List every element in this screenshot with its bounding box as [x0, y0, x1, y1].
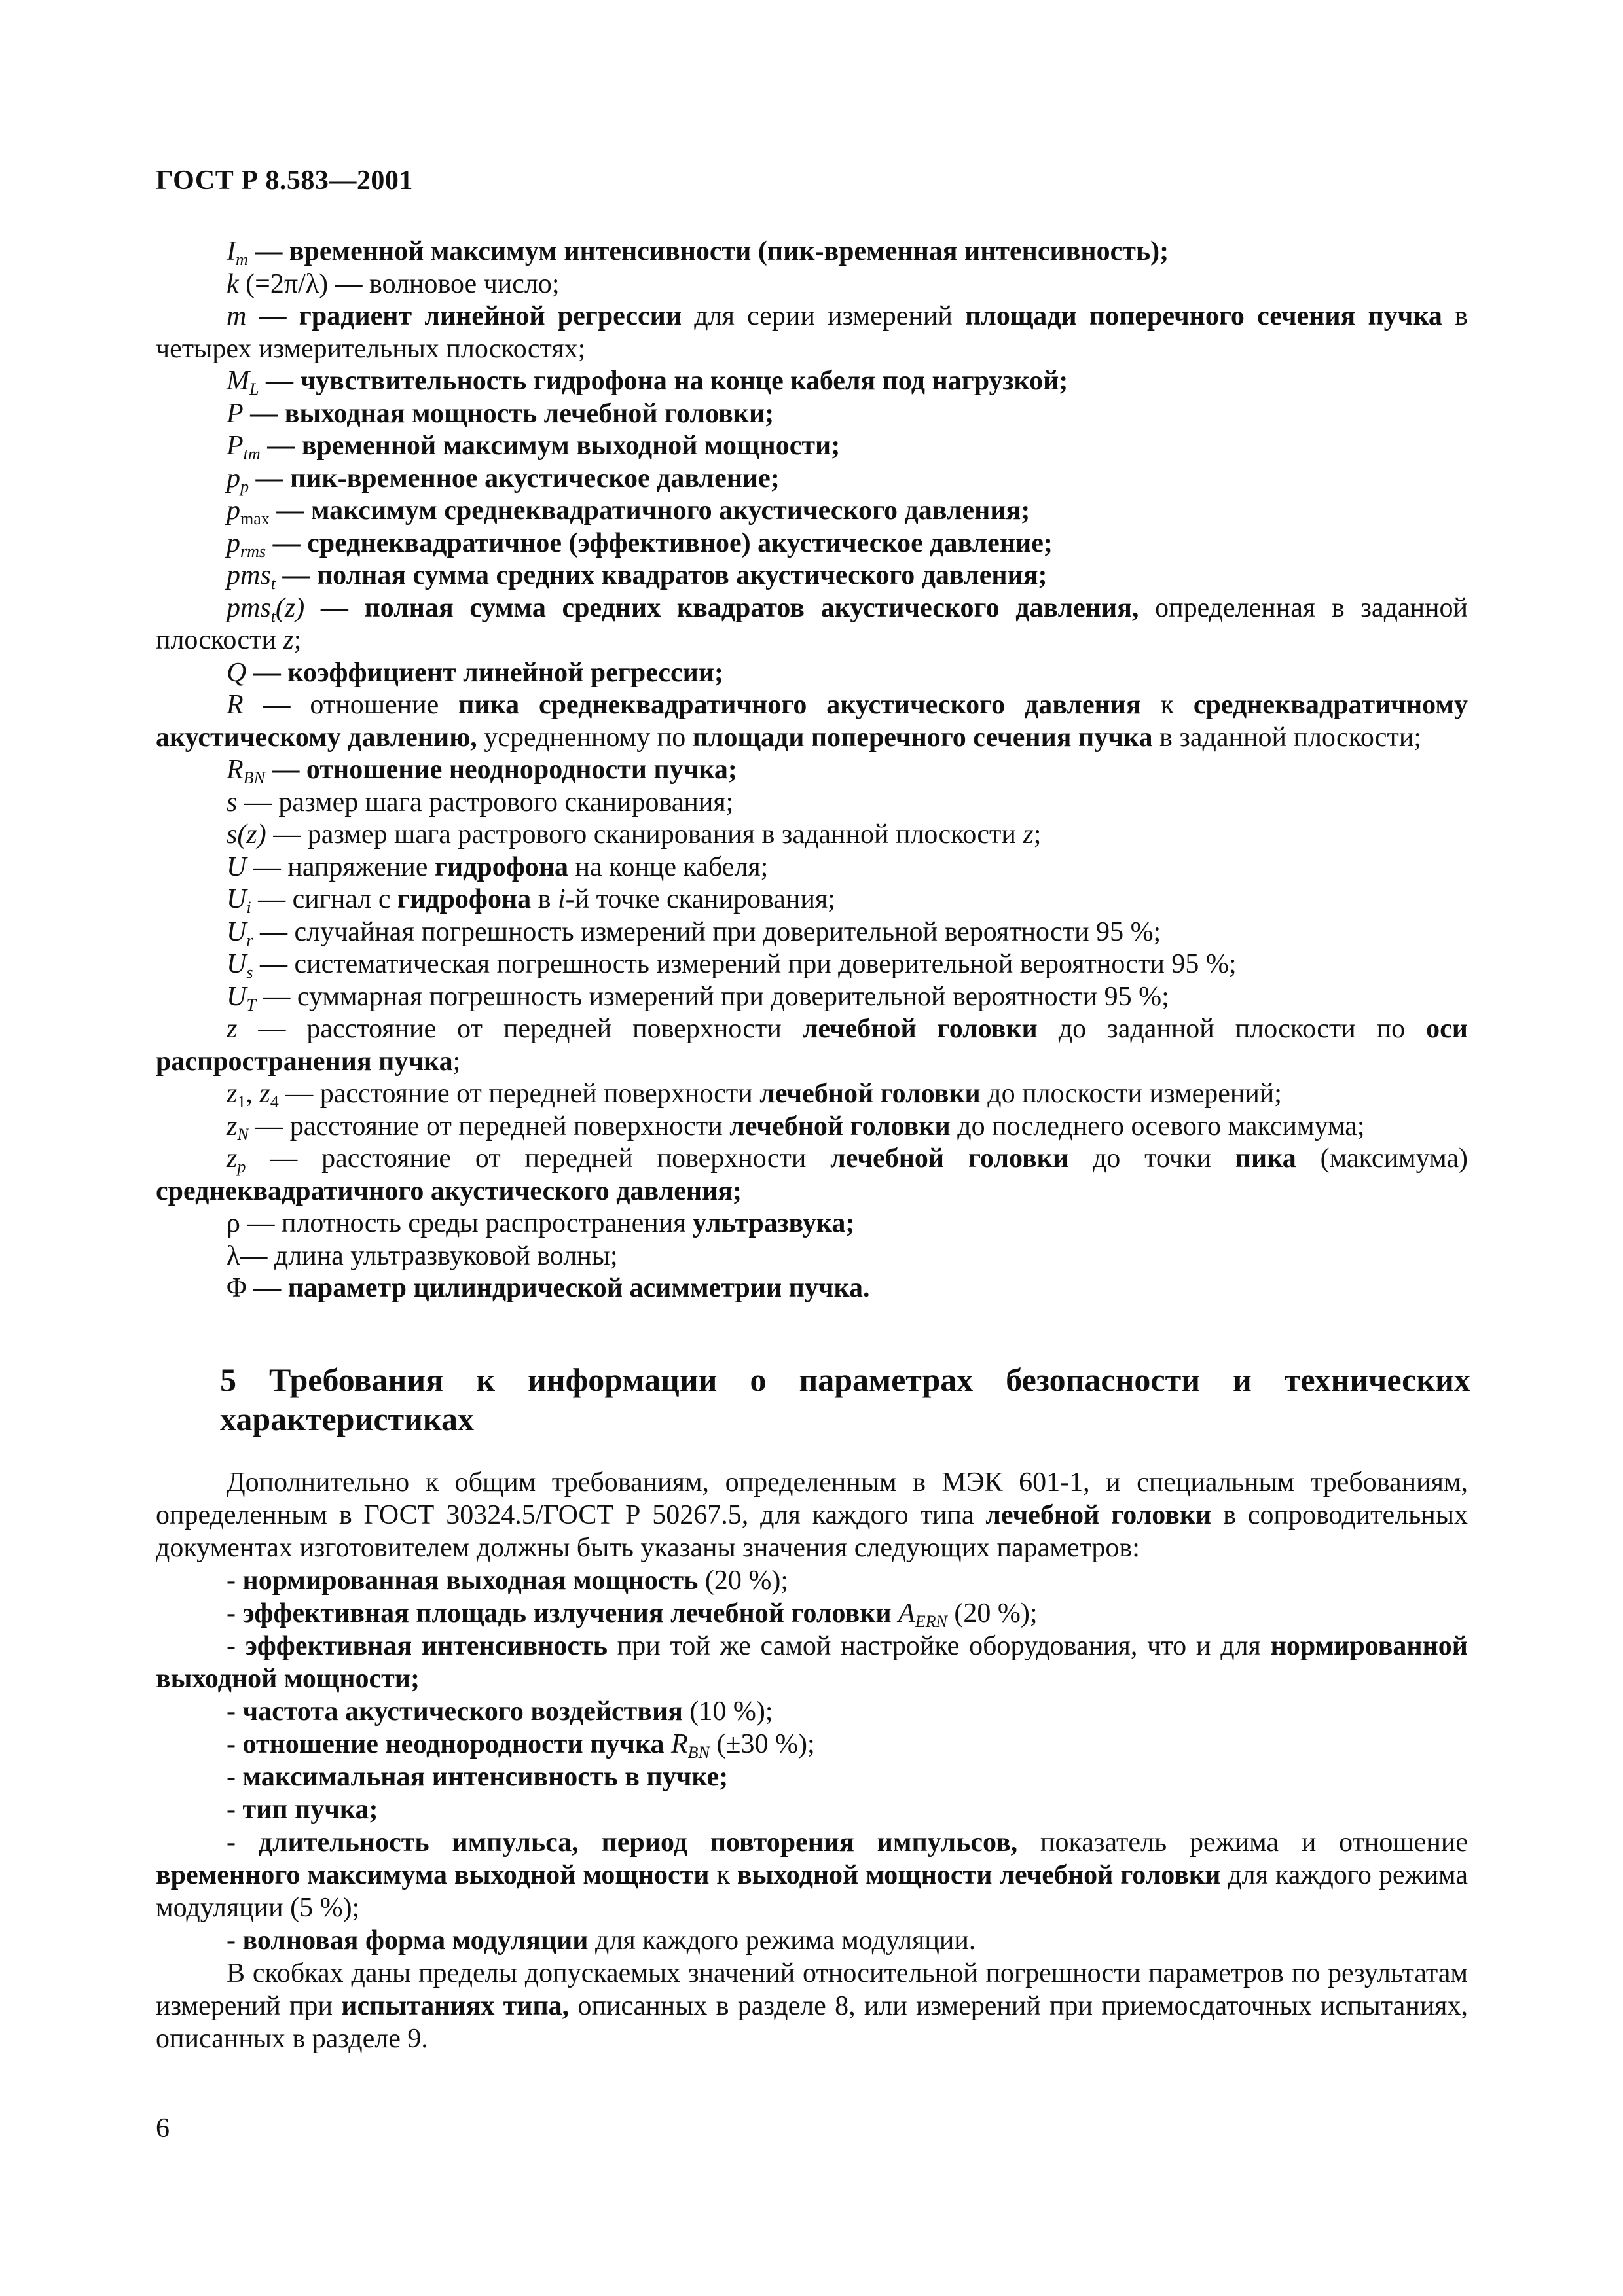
definition-symbol: m — [227, 301, 247, 331]
definition-item: $p_p$ — пик-временное акустическое давление; — [227, 463, 780, 496]
section-paragraph: - нормированная выходная мощность (20 %); — [227, 1566, 789, 1596]
section-title: 5 Требования к информации о параметрах безопасности и технических характеристиках — [220, 1361, 1470, 1437]
definition-item: s(z) — размер шага растрового сканирования в заданной плоскости z; — [227, 819, 1042, 850]
definition-item: $z_p$ — расстояние от передней поверхности лечебной головки до точки пика (максимума) среднеквадратичного акустического давления; — [156, 1143, 1468, 1206]
section-paragraph: - волновая форма модуляции для каждого режима модуляции. — [227, 1926, 976, 1956]
page-number: 6 — [156, 2113, 170, 2144]
section-paragraph: - тип пучка; — [227, 1795, 378, 1825]
section-paragraph: Дополнительно к общим требованиям, определенным в МЭК 601-1, и специальным требованиям, определенным в ГОСТ 30324.5/ГОСТ Р 50267.5, для каждого типа лечебной головки в сопроводительных документах изготовителем должны быть указаны значения следующих параметров: — [156, 1467, 1468, 1563]
definition-symbol: $p_{rms}$ — [227, 528, 266, 561]
definition-item: $R_{BN}$ — отношение неоднородности пучка; — [227, 755, 737, 787]
definition-item: $U_i$ — сигнал с гидрофона в i-й точке сканирования; — [227, 884, 835, 917]
document-page — [156, 0, 1468, 2296]
definition-symbol: Φ — [227, 1273, 247, 1303]
definition-symbol: pms$_t$ — [227, 560, 276, 593]
section-paragraph: - максимальная интенсивность в пучке; — [227, 1762, 729, 1792]
definition-symbol: Q — [227, 657, 247, 688]
math-symbol: $A_{ERN}$ — [898, 1598, 947, 1631]
definition-item: pms$_t$ — полная сумма средних квадратов акустического давления; — [227, 560, 1048, 593]
section-paragraph: - эффективная интенсивность при той же самой настройке оборудования, что и для нормированной выходной мощности; — [156, 1631, 1468, 1694]
definition-symbol: $P_{tm}$ — [227, 431, 261, 463]
definition-symbol: s — [227, 787, 238, 817]
definition-symbol: U — [227, 852, 247, 882]
definition-symbol: $U_i$ — [227, 884, 251, 917]
definition-item: $P_{tm}$ — временной максимум выходной мощности; — [227, 431, 841, 463]
section-paragraph: В скобках даны пределы допускаемых значений относительной погрешности параметров по результатам измерений при испытаниях типа, описанных в разделе 8, или измерений при приемосдаточных испытаниях, описанных в разделе 9. — [156, 1958, 1468, 2054]
definition-item: z — расстояние от передней поверхности лечебной головки до заданной плоскости по оси распространения пучка; — [156, 1014, 1468, 1077]
definition-symbol: $p_p$ — [227, 463, 249, 496]
definition-item: Q — коэффициент линейной регрессии; — [227, 657, 724, 688]
definition-item: k (=2π/λ) — волновое число; — [227, 268, 560, 299]
definition-item: $U_s$ — систематическая погрешность измерений при доверительной вероятности 95 %; — [227, 949, 1237, 982]
definitions-list — [156, 236, 1468, 1305]
definition-symbol: $z_1$ — [227, 1079, 246, 1111]
definition-symbol: z — [227, 1014, 238, 1044]
definition-symbol: $I_m$ — [227, 236, 248, 269]
definition-symbol: $p_{max}$ — [227, 495, 270, 528]
definition-symbol: $U_T$ — [227, 981, 256, 1014]
definition-item: pms$_t$(z) — полная сумма средних квадратов акустического давления, определенная в заданной плоскости z; — [156, 592, 1468, 655]
definition-symbol: $R_{BN}$ — [227, 755, 265, 787]
math-symbol: $R_{BN}$ — [671, 1729, 710, 1762]
section-body — [156, 1466, 1468, 2055]
definition-symbol: P — [227, 398, 244, 429]
definition-item: P — выходная мощность лечебной головки; — [227, 398, 775, 429]
definition-symbol: k — [227, 268, 239, 299]
definition-symbol: s(z) — [227, 819, 266, 850]
definition-symbol: $U_r$ — [227, 916, 253, 950]
definition-item: U — напряжение гидрофона на конце кабеля; — [227, 852, 769, 882]
definition-item: $z_1$, $z_4$ — расстояние от передней поверхности лечебной головки до плоскости измерений; — [227, 1079, 1282, 1111]
section-paragraph: - длительность импульса, период повторения импульсов, показатель режима и отношение временного максимума выходной мощности к выходной мощности лечебной головки для каждого режима модуляции (5 %); — [156, 1827, 1468, 1923]
definition-item: $z_N$ — расстояние от передней поверхности лечебной головки до последнего осевого максимума; — [227, 1111, 1365, 1144]
definition-item: $p_{max}$ — максимум среднеквадратичного акустического давления; — [227, 495, 1030, 528]
definition-item: $M_L$ — чувствительность гидрофона на конце кабеля под нагрузкой; — [227, 366, 1068, 399]
section-paragraph: - эффективная площадь излучения лечебной головки $A_{ERN}$ (20 %); — [227, 1598, 1038, 1631]
document-header: ГОСТ Р 8.583—2001 — [156, 166, 413, 196]
definition-symbol: $z_N$ — [227, 1111, 249, 1144]
definition-symbol: pms$_t$(z) — [227, 592, 305, 626]
definition-symbol: $M_L$ — [227, 366, 259, 399]
section-paragraph: - частота акустического воздействия (10 %); — [227, 1696, 773, 1727]
definition-item: $I_m$ — временной максимум интенсивности (пик-временная интенсивность); — [227, 236, 1169, 269]
definition-symbol: R — [227, 690, 244, 720]
definition-item: s — размер шага растрового сканирования; — [227, 787, 734, 817]
definition-item: R — отношение пика среднеквадратичного акустического давления к среднеквадратичному акустическому давлению, усредненному по площади поперечного сечения пучка в заданной плоскости; — [156, 690, 1468, 753]
definition-symbol: $U_s$ — [227, 949, 253, 982]
definition-item: m — градиент линейной регрессии для серии измерений площади поперечного сечения пучка в четырех измерительных плоскостях; — [156, 301, 1468, 364]
definition-item: $p_{rms}$ — среднеквадратичное (эффективное) акустическое давление; — [227, 528, 1053, 561]
definition-symbol: $z_p$ — [227, 1143, 246, 1176]
definition-item: $U_r$ — случайная погрешность измерений при доверительной вероятности 95 %; — [227, 916, 1161, 950]
definition-item: ρ — плотность среды распространения ультразвука; — [227, 1208, 855, 1238]
definition-item: λ— длина ультразвуковой волны; — [227, 1240, 618, 1271]
definition-symbol: λ — [227, 1240, 240, 1271]
definition-item: $U_T$ — суммарная погрешность измерений при доверительной вероятности 95 %; — [227, 981, 1169, 1014]
definition-item: Φ — параметр цилиндрической асимметрии пучка. — [227, 1273, 870, 1303]
section-paragraph: - отношение неоднородности пучка $R_{BN}$ (±30 %); — [227, 1729, 815, 1762]
definition-symbol: ρ — [227, 1208, 240, 1238]
